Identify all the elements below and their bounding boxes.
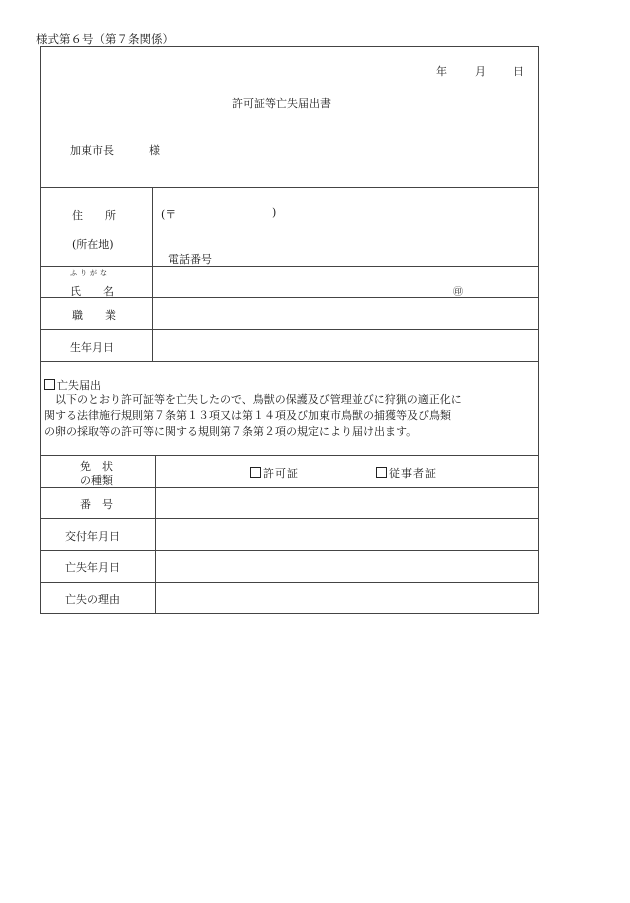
loss-reason-label: 亡失の理由 [65, 593, 120, 606]
option-permit[interactable] [250, 465, 299, 481]
option-permit-label: 許可証 [263, 467, 299, 480]
option-worker-label: 従事者証 [389, 467, 437, 480]
license-number-label: 番 号 [80, 498, 113, 511]
date-year: 年 [436, 65, 447, 78]
postal-suffix: ) [272, 206, 277, 219]
license-type-label-line1: 免 状 [80, 460, 113, 473]
divider-occupation [40, 329, 539, 330]
divider-birthdate [40, 361, 539, 362]
date-month: 月 [475, 65, 486, 78]
declaration-line-3: の卵の採取等の許可等に関する規則第７条第２項の規定により届け出ます。 [44, 425, 418, 438]
declaration-line-1: 以下のとおり許可証等を亡失したので、鳥獣の保護及び管理並びに狩猟の適正化に [44, 393, 462, 406]
divider-number [40, 518, 539, 519]
form-number: 様式第６号（第７条関係） [36, 32, 174, 46]
loss-date-label: 亡失年月日 [65, 561, 120, 574]
divider-issue-date [40, 550, 539, 551]
divider-declaration [40, 455, 539, 456]
divider-license-type [40, 487, 539, 488]
postal-prefix: (〒 [161, 208, 177, 221]
phone-label: 電話番号 [168, 253, 212, 266]
declaration-line-2: 関する法律施行規則第７条第１３項又は第１４項及び加東市鳥獣の捕獲等及び鳥類 [44, 409, 451, 422]
issue-date-label: 交付年月日 [65, 530, 120, 543]
name-label: 氏 名 [70, 285, 114, 298]
addressee-honorific: 様 [149, 144, 160, 157]
occupation-label: 職 業 [72, 309, 116, 322]
applicant-column-divider [152, 187, 153, 361]
checkbox-icon[interactable] [250, 467, 261, 478]
option-worker[interactable] [376, 465, 437, 481]
date-day: 日 [513, 65, 524, 78]
license-type-label-line2: の種類 [80, 474, 113, 487]
checkbox-icon[interactable] [44, 379, 55, 390]
seal-mark: ㊞ [453, 287, 463, 298]
address-label: 住 所 [72, 209, 116, 222]
declaration-checkbox-label: 亡失届出 [57, 379, 101, 392]
license-column-divider [155, 455, 156, 614]
birthdate-label: 生年月日 [70, 341, 114, 354]
addressee: 加東市長 [70, 144, 114, 157]
divider-name [40, 297, 539, 298]
address-sub-label: (所在地) [72, 238, 114, 251]
divider-header [40, 187, 539, 188]
form-title: 許可証等亡失届出書 [232, 97, 331, 110]
divider-loss-date [40, 582, 539, 583]
furigana-label: ふりがな [70, 269, 110, 277]
divider-address [40, 266, 539, 267]
checkbox-icon[interactable] [376, 467, 387, 478]
